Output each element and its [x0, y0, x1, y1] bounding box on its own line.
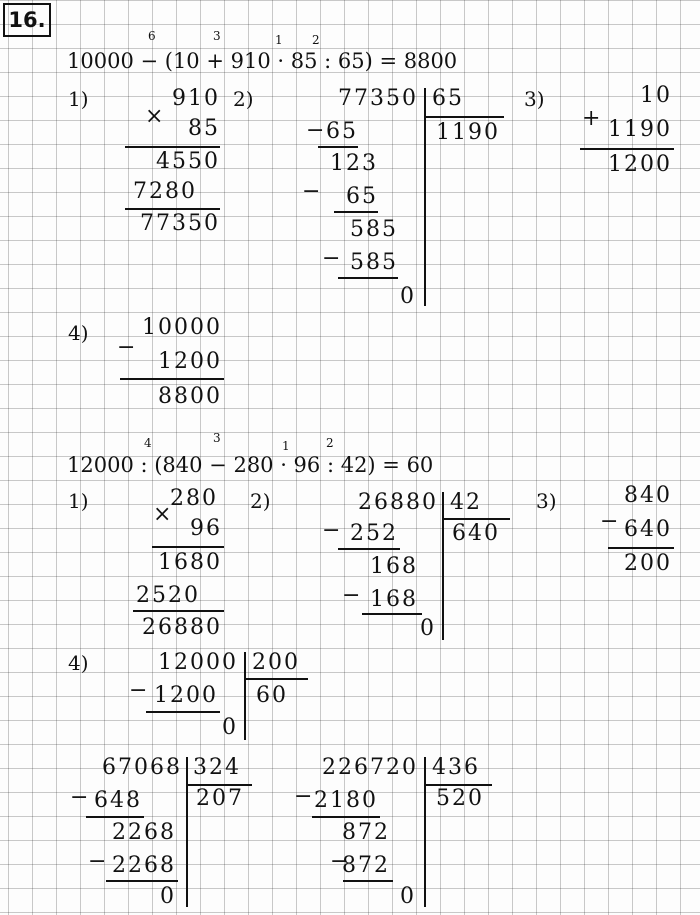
- addend: 10: [640, 83, 672, 108]
- division-bar: [442, 492, 444, 640]
- division-step: 252: [350, 521, 398, 546]
- step-label: 2): [233, 87, 254, 111]
- partial-product: 1680: [158, 550, 222, 575]
- rule-line: [580, 148, 674, 150]
- factor: 96: [190, 516, 222, 541]
- division-step: 168: [370, 587, 418, 612]
- rule-line: [125, 146, 220, 148]
- divisor: 42: [450, 490, 482, 515]
- dividend: 12000: [158, 650, 238, 675]
- rule-line: [86, 816, 144, 818]
- division-bar: [244, 652, 246, 740]
- minus-sign: −: [88, 849, 107, 874]
- remainder: 0: [222, 715, 238, 740]
- division-step: 585: [350, 217, 398, 242]
- step-label: 1): [68, 87, 89, 111]
- sum: 1200: [608, 152, 672, 177]
- quotient: 60: [256, 683, 288, 708]
- division-bar: [424, 757, 426, 907]
- expression-text: 10000 − (10 + 910 · 85 : 65) = 8800: [67, 49, 458, 73]
- minus-sign: −: [322, 246, 341, 271]
- partial-product: 2520: [136, 583, 200, 608]
- partial-product: 7280: [133, 179, 197, 204]
- minus-sign: −: [302, 179, 321, 204]
- divisor: 200: [252, 650, 300, 675]
- order-mark: 4: [144, 436, 152, 450]
- remainder: 0: [160, 884, 176, 909]
- step-label: 1): [68, 489, 89, 513]
- rule-line: [334, 211, 378, 213]
- rule-line: [338, 277, 398, 279]
- rule-line: [125, 208, 220, 210]
- divisor: 324: [193, 755, 241, 780]
- minus-sign: −: [322, 518, 341, 543]
- factor: 910: [172, 86, 220, 111]
- problem-number: 16.: [3, 3, 51, 37]
- order-mark: 1: [275, 33, 283, 47]
- step-label: 3): [524, 87, 545, 111]
- difference: 200: [624, 551, 672, 576]
- subtrahend: 1200: [158, 349, 222, 374]
- dividend: 26880: [358, 490, 438, 515]
- addend: 1190: [608, 117, 672, 142]
- minus-sign: −: [330, 849, 349, 874]
- plus-sign: +: [582, 106, 601, 131]
- product: 26880: [142, 615, 222, 640]
- quotient: 207: [196, 786, 244, 811]
- step-label: 2): [250, 489, 271, 513]
- minus-sign: −: [294, 784, 313, 809]
- division-step: 2180: [314, 788, 378, 813]
- order-mark: 2: [312, 33, 320, 47]
- minus-sign: −: [129, 678, 148, 703]
- quotient: 1190: [436, 120, 500, 145]
- factor: 280: [170, 486, 218, 511]
- minuend: 10000: [142, 315, 222, 340]
- remainder: 0: [400, 884, 416, 909]
- rule-line: [608, 547, 674, 549]
- division-bar: [424, 88, 426, 306]
- rule-line: [424, 116, 504, 118]
- division-step: 585: [350, 250, 398, 275]
- order-mark: 3: [213, 431, 221, 445]
- rule-line: [318, 146, 358, 148]
- remainder: 0: [420, 616, 436, 641]
- division-step: 2268: [112, 820, 176, 845]
- minus-sign: −: [117, 335, 136, 360]
- rule-line: [312, 816, 380, 818]
- rule-line: [362, 613, 422, 615]
- dividend: 67068: [102, 755, 182, 780]
- minus-sign: −: [342, 583, 361, 608]
- dividend: 226720: [322, 755, 418, 780]
- rule-line: [106, 880, 178, 882]
- rule-line: [146, 711, 220, 713]
- multiply-sign: ×: [153, 502, 172, 527]
- expression-text: 12000 : (840 − 280 · 96 : 42) = 60: [67, 453, 434, 477]
- division-step: 872: [342, 820, 390, 845]
- step-label: 3): [536, 489, 557, 513]
- division-step: 648: [94, 788, 142, 813]
- subtrahend: 640: [624, 517, 672, 542]
- rule-line: [338, 548, 400, 550]
- quotient: 640: [452, 521, 500, 546]
- rule-line: [120, 378, 224, 380]
- dividend: 77350: [338, 86, 418, 111]
- step-label: 4): [68, 651, 89, 675]
- order-mark: 2: [326, 436, 334, 450]
- rule-line: [343, 880, 393, 882]
- division-step: 65: [346, 184, 378, 209]
- minus-sign: −: [600, 509, 619, 534]
- product: 77350: [140, 211, 220, 236]
- minus-sign: −: [306, 118, 325, 143]
- divisor: 436: [432, 755, 480, 780]
- division-step: 123: [330, 151, 378, 176]
- rule-line: [152, 546, 224, 548]
- rule-line: [244, 678, 308, 680]
- order-mark: 1: [282, 439, 290, 453]
- step-label: 4): [68, 321, 89, 345]
- quotient: 520: [436, 786, 484, 811]
- division-step: 2268: [112, 853, 176, 878]
- difference: 8800: [158, 384, 222, 409]
- divisor: 65: [432, 86, 464, 111]
- division-step: 65: [326, 119, 358, 144]
- division-bar: [186, 757, 188, 907]
- division-step: 872: [342, 853, 390, 878]
- factor: 85: [188, 116, 220, 141]
- division-step: 1200: [154, 683, 218, 708]
- order-mark: 6: [148, 29, 156, 43]
- minuend: 840: [624, 483, 672, 508]
- partial-product: 4550: [156, 149, 220, 174]
- remainder: 0: [400, 284, 416, 309]
- minus-sign: −: [70, 785, 89, 810]
- order-mark: 3: [213, 29, 221, 43]
- rule-line: [442, 518, 510, 520]
- division-step: 168: [370, 554, 418, 579]
- multiply-sign: ×: [145, 104, 164, 129]
- rule-line: [133, 610, 224, 612]
